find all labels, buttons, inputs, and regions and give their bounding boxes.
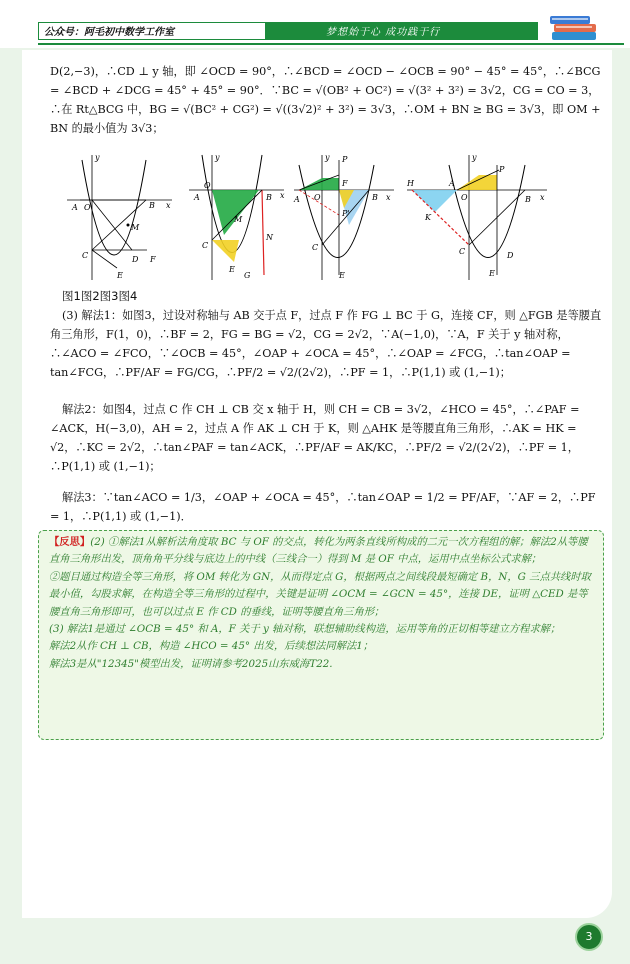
header-underline	[38, 43, 624, 45]
fig2-label: E	[229, 265, 235, 274]
fig1-label: F	[150, 255, 156, 264]
fig4-label: x	[540, 193, 545, 202]
fig2-label: y	[215, 153, 220, 162]
page-number: 3	[575, 923, 603, 951]
fig3-label: B	[372, 193, 378, 202]
fig4-label: P	[499, 165, 505, 174]
fig3-label: A	[294, 195, 300, 204]
fig3-label: O	[314, 193, 321, 202]
reflection-tag: 【反思】	[49, 536, 91, 548]
fig3-label: C	[312, 243, 319, 252]
fig2-label: B	[266, 193, 272, 202]
fig4-label: E	[489, 269, 495, 278]
fig1-label: E	[117, 271, 123, 280]
reflection-p4: 解法2从作 CH ⊥ CB，构造 ∠HCO = 45° 出发，后续想法同解法1；	[49, 640, 374, 653]
fig1-label: C	[82, 251, 89, 260]
reflection-p2: ②题目通过构造全等三角形，将 OM 转化为 GN，从而得定点 G，根据两点之间线段最短确定 B，N，G 三点共线时取最小值，勾股求解，在构造全等三角形的过程中，关键是证明 ∠OCM = ∠GCN = 45°，连接 DE，证明 △CED 是等腰直角三角形即可，也可以过点 E 作 CD 的垂线，证明等腰直角三角形；	[49, 570, 591, 618]
reflection-p3: (3) 解法1是通过 ∠OCB = 45° 和 A，F 关于 y 轴对称，联想辅助线构造，运用等角的正切相等建立方程求解；	[49, 623, 561, 636]
fig4-label: K	[425, 213, 431, 222]
method-3	[50, 488, 602, 526]
fig3-label: F	[342, 179, 348, 188]
fig2-label: x	[280, 191, 285, 200]
paragraph: D(2,−3)，∴CD ⊥ y 轴，即 ∠OCD = 90°，∴∠BCD = ∠OCD − ∠OCB = 90° − 45° = 45°，∴∠BCG = ∠BCD + ∠DCG = 45° + 45° = 90°．∵BC = √(OB² + OC²) = √(3² + 3²) = 3√2，CG = CO = 3，∴在 Rt△BCG 中，BG = √(BC² + CG²) = √((3√2)² + 3²) = 3√3，∴OM + BN ≥ BG = 3√3，即 OM + BN 的最小值为 3√3；	[50, 65, 601, 135]
fig4-label: A	[449, 179, 455, 188]
figure-4	[406, 153, 547, 280]
fig4-label: y	[472, 153, 477, 162]
fig4-label: C	[459, 247, 466, 256]
fig1-label: A	[72, 203, 78, 212]
fig4-label: D	[507, 251, 514, 260]
header-motto: 梦想始于心 成功践于行	[326, 27, 441, 38]
figure-3	[293, 153, 394, 280]
solution-part2-text	[50, 62, 602, 138]
fig4-label: O	[461, 193, 468, 202]
fig1-label: B	[149, 201, 155, 210]
paragraph: 解法3：∵tan∠ACO = 1/3，∠OAP + ∠OCA = 45°，∴tan∠OAP = 1/2 = PF/AF，∵AF = 2，∴PF = 1，∴P(1,1) 或 (1,−1)．	[50, 491, 596, 523]
fig4-label: B	[525, 195, 531, 204]
reflection-p5: 解法3是从"12345"模型出发，证明请参考2025山东威海T22.	[49, 657, 333, 670]
fig3-label: P'	[342, 209, 350, 218]
fig2-label: M	[234, 215, 243, 224]
figure-1	[67, 153, 172, 280]
paragraph: (3) 解法1：如图3，过设对称轴与 AB 交于点 F，过点 F 作 FG ⊥ BC 于 G，连接 CF，则 △FGB 是等腰直角三角形，F(1，0)，∴BF = 2，FG = BG = √2，CG = 2√2，∵A(−1,0)，∵A，F 关于 y 轴对称，∴∠ACO = ∠FCO，∵∠OCB = 45°，∠OAP + ∠OCA = 45°，∴∠OAP = ∠FCG，∴tan∠OAP = tan∠FCG，∴PF/AF = FG/CG，∴PF/2 = √2/(2√2)，∴PF = 1，∴P(1,1) 或 (1,−1)；	[50, 309, 602, 379]
reflection-p1: (2) ①解法1从解析法角度取 BC 与 OF 的交点，转化为两条直线所构成的二元一次方程组的解；解法2从等腰直角三角形出发，顶角角平分线与底边上的中线（三线合一）得到 M 是 OF 中点，运用中点坐标公式求解；	[49, 536, 588, 566]
fig3-label: x	[386, 193, 391, 202]
fig2-label: C	[202, 241, 209, 250]
fig2-label: O	[204, 181, 211, 190]
paragraph: 解法2：如图4，过点 C 作 CH ⊥ CB 交 x 轴于 H，则 CH = CB = 3√2，∠HCO = 45°，∴∠PAF = ∠ACK，H(−3,0)，AH = 2，过点 A 作 AK ⊥ CH 于 K，则 △AHK 是等腰直角三角形，∴AK = HK = √2，∴KC = 2√2，∴tan∠PAF = tan∠ACK，∴PF/AF = AK/KC，∴PF/2 = √2/(2√2)，∴PF = 1，∴P(1,1) 或 (1,−1)；	[50, 403, 580, 473]
fig3-label: P	[342, 155, 348, 164]
figures-row	[62, 150, 557, 285]
page-header	[8, 6, 620, 48]
fig3-label: E	[339, 271, 345, 280]
fig1-label: x	[166, 201, 171, 210]
header-left-text: 公众号：阿毛初中数学工作室	[44, 27, 174, 38]
fig2-label: G	[244, 271, 251, 280]
fig2-label: N	[266, 233, 273, 242]
figure-caption: 图1图2图3图4	[62, 289, 138, 303]
method-2	[50, 400, 602, 476]
fig2-label: A	[194, 193, 200, 202]
fig1-label: O	[84, 203, 91, 212]
figure-2	[189, 153, 285, 280]
fig4-label: H	[407, 179, 414, 188]
reflection-box	[38, 530, 604, 740]
fig1-label: M	[131, 223, 140, 232]
method-1	[50, 306, 602, 382]
fig3-label: y	[325, 153, 330, 162]
fig1-label: D	[132, 255, 139, 264]
fig1-label: y	[95, 153, 100, 162]
books-icon	[546, 12, 602, 44]
